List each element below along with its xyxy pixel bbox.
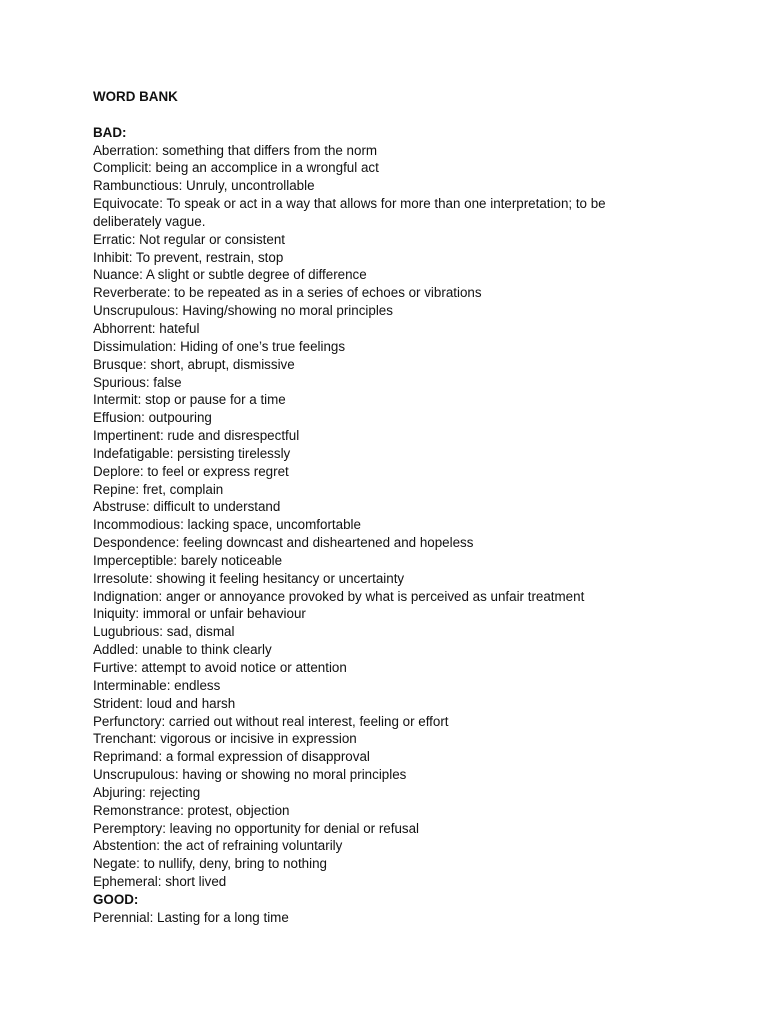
word-entry: Abstention: the act of refraining voluntarily [93, 838, 343, 854]
word-entry: Nuance: A slight or subtle degree of difference [93, 267, 367, 283]
word-entry: Repine: fret, complain [93, 481, 224, 497]
word-entry: Inhibit: To prevent, restrain, stop [93, 249, 284, 265]
word-entry: Perennial: Lasting for a long time [93, 909, 289, 925]
word-entry: Abstruse: difficult to understand [93, 499, 281, 515]
word-entry: Spurious: false [93, 374, 182, 390]
section-heading-good: GOOD: [93, 891, 139, 907]
word-entry: Impertinent: rude and disrespectful [93, 428, 300, 444]
word-entry: Ephemeral: short lived [93, 874, 227, 890]
word-entry: Addled: unable to think clearly [93, 642, 272, 658]
word-entry: Strident: loud and harsh [93, 695, 236, 711]
word-entry: Irresolute: showing it feeling hesitancy or uncertainty [93, 570, 405, 586]
word-entry: Intermit: stop or pause for a time [93, 392, 286, 408]
word-entry: Brusque: short, abrupt, dismissive [93, 356, 295, 372]
word-entry: Equivocate: To speak or act in a way that allows for more than one interpretation; to be deliberately vague. [93, 196, 606, 229]
section-heading-bad: BAD: [93, 124, 127, 140]
word-entry: Iniquity: immoral or unfair behaviour [93, 606, 306, 622]
word-entry: Indignation: anger or annoyance provoked by what is perceived as unfair treatment [93, 588, 585, 604]
word-entry: Reprimand: a formal expression of disapproval [93, 749, 370, 765]
word-entry: Erratic: Not regular or consistent [93, 231, 286, 247]
word-entry: Reverberate: to be repeated as in a series of echoes or vibrations [93, 285, 482, 301]
word-entry: Indefatigable: persisting tirelessly [93, 445, 291, 461]
word-entry: Despondence: feeling downcast and disheartened and hopeless [93, 535, 474, 551]
word-entry: Unscrupulous: Having/showing no moral principles [93, 303, 393, 319]
word-entry: Incommodious: lacking space, uncomfortable [93, 517, 361, 533]
word-entry: Furtive: attempt to avoid notice or attention [93, 660, 347, 675]
word-entry: Deplore: to feel or express regret [93, 463, 289, 479]
word-entry: Imperceptible: barely noticeable [93, 552, 283, 568]
word-entry: Interminable: endless [93, 677, 221, 693]
word-entry: Effusion: outpouring [93, 410, 212, 426]
word-entry: Abhorrent: hateful [93, 320, 200, 336]
document-content [93, 88, 653, 927]
word-entry: Aberration: something that differs from the norm [93, 142, 378, 158]
document-title: WORD BANK [93, 89, 178, 104]
word-entry: Peremptory: leaving no opportunity for denial or refusal [93, 820, 420, 836]
word-entry: Unscrupulous: having or showing no moral principles [93, 767, 407, 783]
word-entry: Remonstrance: protest, objection [93, 802, 290, 818]
word-entry: Abjuring: rejecting [93, 784, 201, 800]
word-entry: Dissimulation: Hiding of one’s true feelings [93, 338, 346, 354]
word-entry: Trenchant: vigorous or incisive in expression [93, 731, 357, 747]
word-entry: Perfunctory: carried out without real interest, feeling or effort [93, 713, 449, 729]
word-entry: Lugubrious: sad, dismal [93, 624, 235, 640]
word-entry: Rambunctious: Unruly, uncontrollable [93, 178, 315, 194]
word-entry: Negate: to nullify, deny, bring to nothing [93, 856, 327, 872]
word-entry: Complicit: being an accomplice in a wrongful act [93, 160, 379, 176]
